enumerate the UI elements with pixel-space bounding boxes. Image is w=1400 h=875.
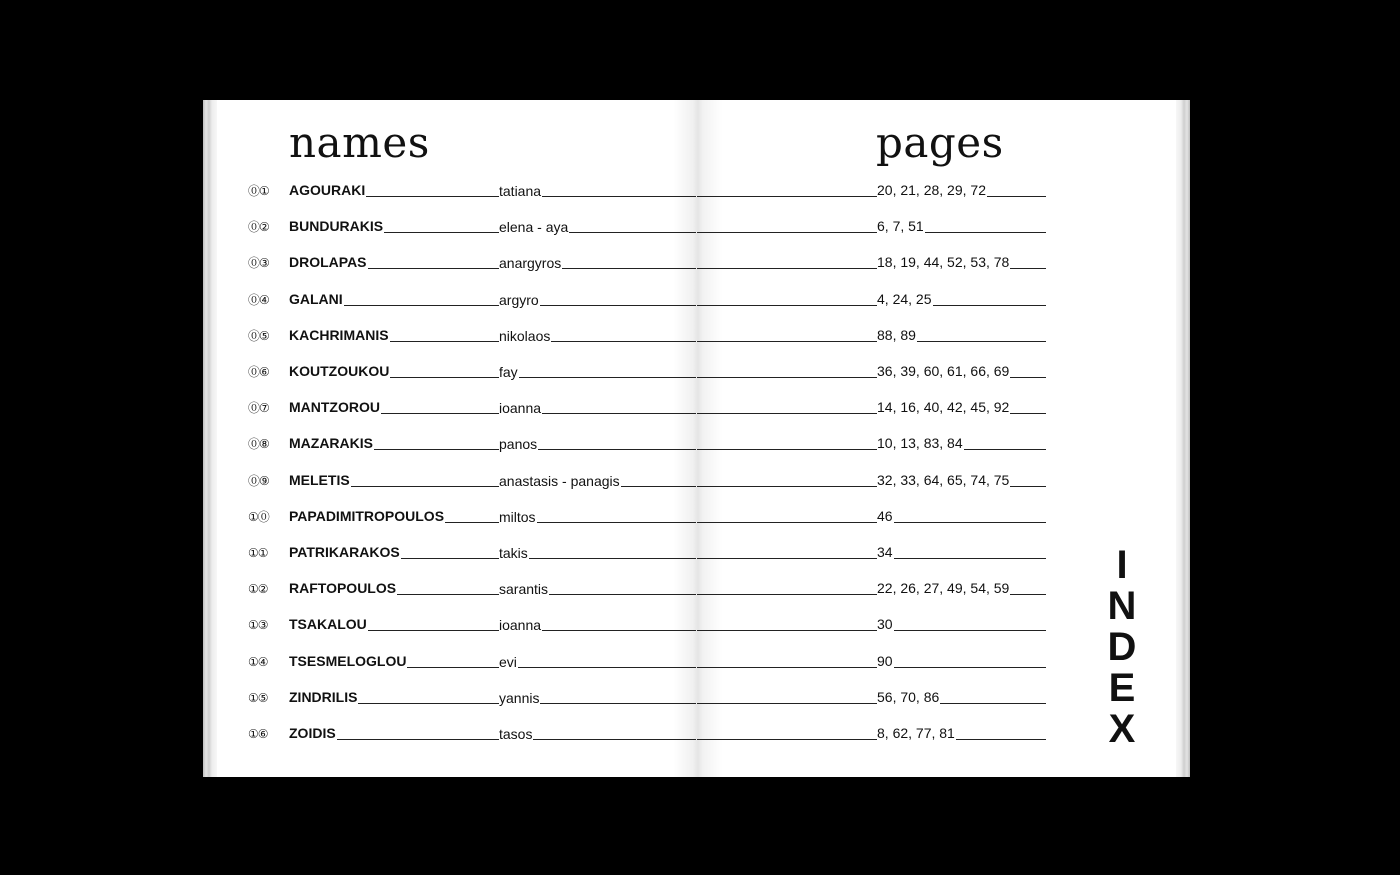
entry-first-name: argyro [499, 291, 539, 308]
entry-first-name: elena - aya [499, 219, 569, 236]
pages-rule [697, 739, 1046, 740]
names-heading: names [289, 118, 430, 167]
page-edge-left [203, 100, 217, 777]
pages-rule [697, 703, 1046, 704]
pages-rule [697, 305, 1046, 306]
entry-surname: PAPADIMITROPOULOS [289, 507, 445, 524]
entry-number: ⓪④ [248, 292, 269, 307]
entry-surname: ZINDRILIS [289, 688, 358, 705]
entry-pages: 10, 13, 83, 84 [877, 435, 963, 452]
entry-first-name: fay [499, 364, 518, 380]
entry-pages: 6, 7, 51 [877, 218, 924, 235]
entry-number: ⓪⑦ [248, 401, 269, 416]
entry-first-name: ioanna [499, 617, 542, 634]
entry-number: ①② [248, 582, 268, 597]
book-gutter [673, 100, 723, 777]
pages-rule [697, 449, 1046, 450]
entry-first-name: tatiana [499, 183, 542, 199]
entry-pages: 18, 19, 44, 52, 53, 78 [877, 254, 1010, 271]
entry-surname: BUNDURAKIS [289, 218, 384, 235]
pages-rule [697, 558, 1046, 559]
entry-first-name: anastasis - panagis [499, 472, 620, 489]
entry-number: ①③ [248, 618, 268, 633]
entry-first-name: sarantis [499, 581, 549, 598]
entry-number: ①⑤ [248, 690, 268, 705]
entry-surname: MAZARAKIS [289, 435, 373, 452]
index-vertical-label: I N D E X [1100, 545, 1144, 750]
pages-rule [697, 667, 1046, 668]
names-rule [289, 739, 696, 740]
entry-pages: 46 [877, 507, 893, 524]
entry-first-name: anargyros [499, 255, 562, 272]
entry-number: ⓪⑤ [248, 328, 269, 343]
entry-number: ⓪③ [248, 256, 269, 271]
pages-rule [697, 341, 1046, 342]
entry-surname: MANTZOROU [289, 399, 380, 416]
entry-surname: GALANI [289, 290, 343, 307]
entry-pages: 88, 89 [877, 326, 916, 343]
pages-rule [697, 630, 1046, 631]
entry-surname: KACHRIMANIS [289, 326, 389, 343]
entry-first-name: nikolaos [499, 327, 551, 344]
entry-surname: MELETIS [289, 471, 350, 488]
entry-surname: KOUTZOUKOU [289, 363, 390, 379]
entry-pages: 36, 39, 60, 61, 66, 69 [877, 363, 1010, 379]
entry-pages: 4, 24, 25 [877, 290, 932, 307]
entry-first-name: ioanna [499, 400, 542, 417]
entry-surname: PATRIKARAKOS [289, 544, 400, 560]
entry-number: ⓪① [248, 184, 269, 198]
entry-number: ①① [248, 546, 268, 560]
entry-number: ⓪⑧ [248, 437, 269, 452]
entry-number: ⓪② [248, 220, 269, 235]
entry-pages: 32, 33, 64, 65, 74, 75 [877, 471, 1010, 488]
entry-number: ①④ [248, 654, 268, 669]
entry-first-name: yannis [499, 689, 540, 706]
entry-first-name: panos [499, 436, 538, 453]
pages-rule [697, 196, 1046, 197]
entry-pages: 22, 26, 27, 49, 54, 59 [877, 580, 1010, 597]
names-rule [289, 305, 696, 306]
entry-number: ⓪⑥ [248, 365, 269, 379]
entry-first-name: tasos [499, 726, 533, 742]
entry-surname: DROLAPAS [289, 254, 367, 271]
entry-pages: 30 [877, 616, 893, 633]
pages-heading: pages [876, 118, 1004, 167]
entry-surname: RAFTOPOULOS [289, 580, 397, 597]
entry-number: ①⓪ [248, 509, 269, 524]
entry-pages: 34 [877, 544, 893, 560]
page-edge-right [1176, 100, 1190, 777]
entry-surname: TSAKALOU [289, 616, 367, 633]
entry-surname: AGOURAKI [289, 182, 366, 198]
pages-rule [697, 522, 1046, 523]
entry-pages: 8, 62, 77, 81 [877, 725, 955, 741]
pages-rule [697, 232, 1046, 233]
entry-pages: 20, 21, 28, 29, 72 [877, 182, 986, 198]
entry-first-name: evi [499, 653, 517, 670]
entry-number: ⓪⑨ [248, 473, 269, 488]
entry-surname: ZOIDIS [289, 725, 336, 741]
entry-surname: TSESMELOGLOU [289, 652, 407, 669]
entry-number: ①⑥ [248, 727, 268, 741]
entry-first-name: takis [499, 545, 528, 561]
entry-pages: 14, 16, 40, 42, 45, 92 [877, 399, 1010, 416]
entry-pages: 56, 70, 86 [877, 688, 940, 705]
entry-pages: 90 [877, 652, 893, 669]
entry-first-name: miltos [499, 508, 536, 525]
